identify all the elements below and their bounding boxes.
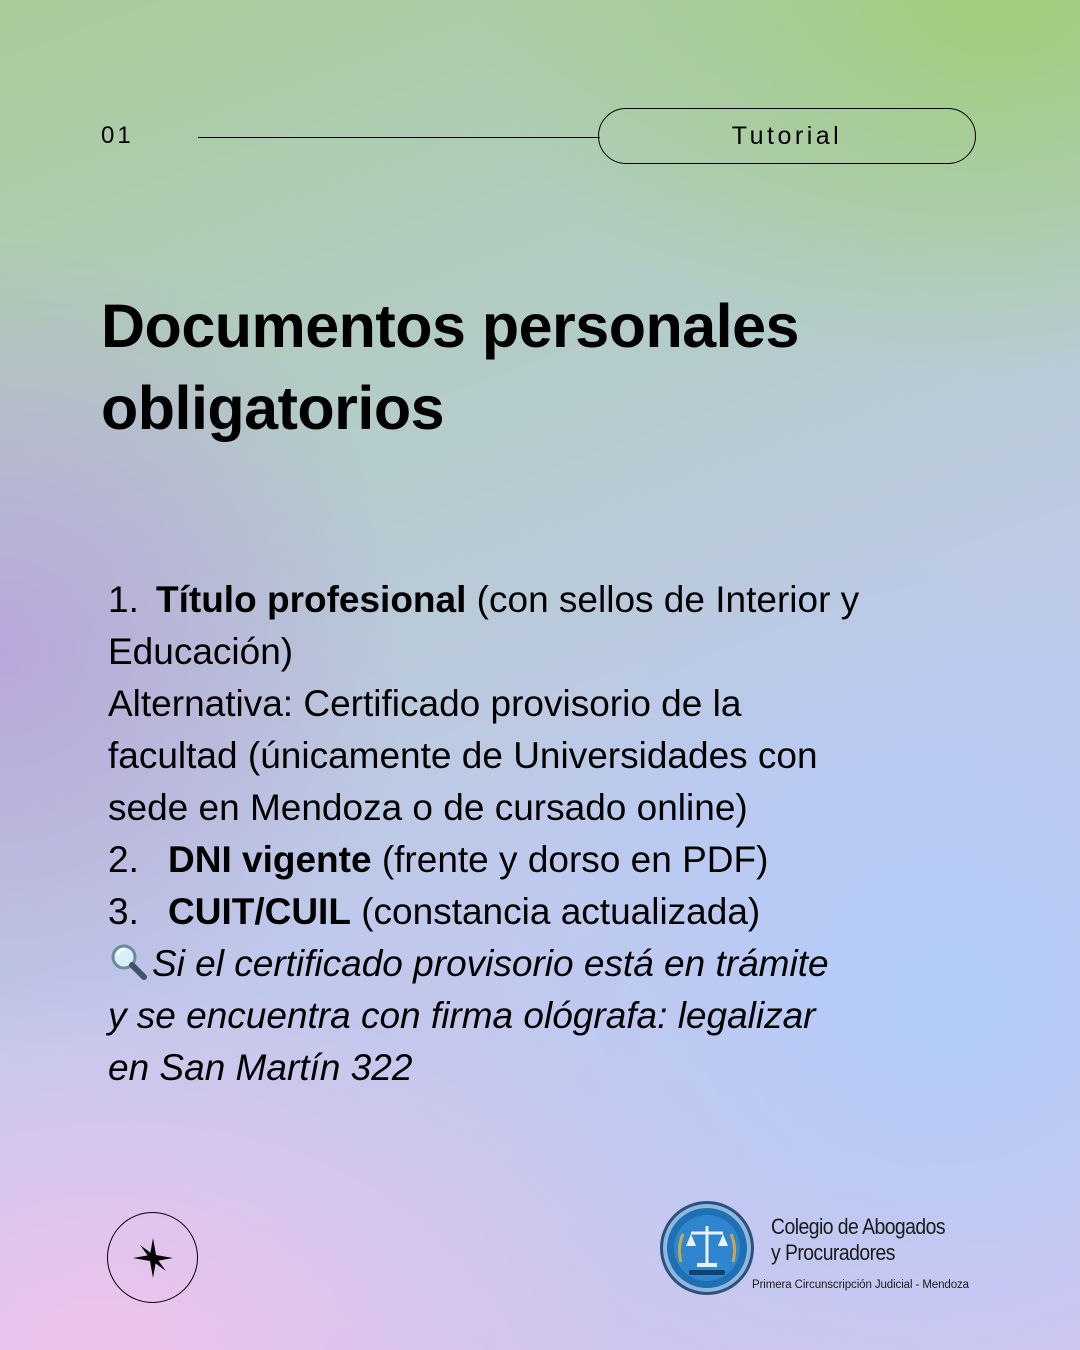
alternative-line-1: Alternativa: Certificado provisorio de la [108,683,742,724]
item-detail: (frente y dorso en PDF) [371,839,769,880]
org-name-line-1: Colegio de Abogados [771,1214,946,1239]
page-title [101,285,1001,449]
note-line-3: en San Martín 322 [108,1047,413,1088]
note-text-1: Si el certificado provisorio está en trámite [152,943,829,984]
list-item [108,574,968,626]
title-line-2: obligatorios [101,374,445,442]
header-divider [198,137,600,138]
item-label: CUIT/CUIL [168,891,351,932]
star-icon [131,1236,175,1280]
item-number: 1. [108,579,139,620]
title-line-1: Documentos personales [101,292,799,360]
magnifying-glass-icon [108,942,152,982]
page-number: 01 [101,122,134,149]
organization-name [771,1214,945,1266]
scales-of-justice-seal-icon [659,1200,755,1296]
star-button[interactable] [107,1212,198,1303]
document-list [108,574,968,1094]
item-detail: (constancia actualizada) [350,891,761,932]
tag-label: Tutorial [731,121,843,150]
list-item-continuation: Educación) [108,631,294,672]
list-item [108,834,968,886]
org-name-line-2: y Procuradores [771,1240,895,1265]
item-label: DNI vigente [168,839,372,880]
alternative-line-3: sede en Mendoza o de cursado online) [108,787,748,828]
item-label: Título profesional [156,579,467,620]
item-detail: (con sellos de Interior y [466,579,860,620]
tag-pill [598,108,976,164]
organization-logo [659,1200,979,1300]
note-line-1 [108,938,968,990]
alternative-line-2: facultad (únicamente de Universidades con [108,735,818,776]
organization-subtitle: Primera Circunscripción Judicial - Mendoza [752,1279,969,1291]
item-number: 2. [108,839,139,880]
item-number: 3. [108,891,139,932]
list-item [108,886,968,938]
note-line-2: y se encuentra con firma ológrafa: legalizar [108,995,816,1036]
